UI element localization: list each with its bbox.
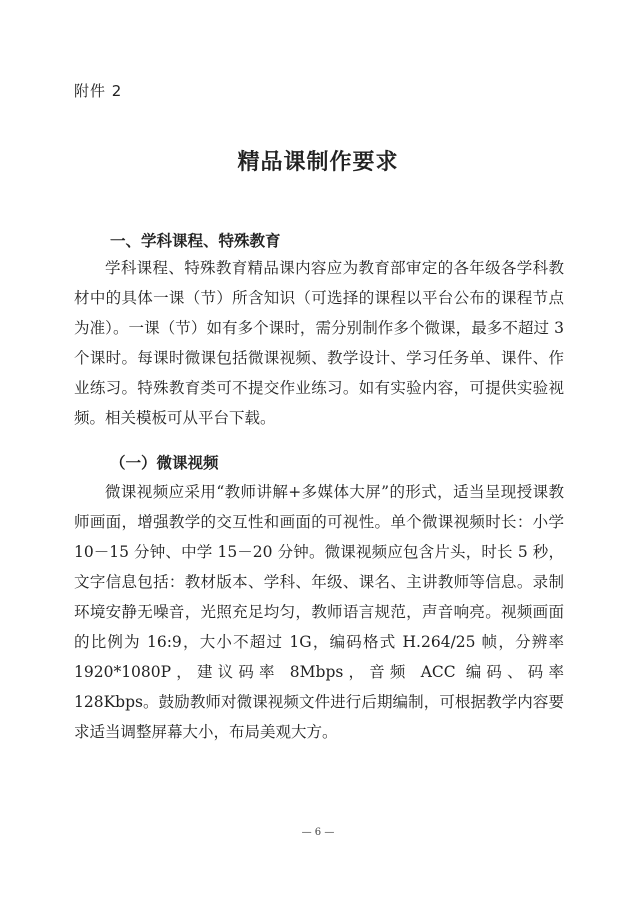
attachment-label: 附件 2: [74, 82, 123, 100]
subsection-paragraph: 微课视频应采用“教师讲解+多媒体大屏”的形式，适当呈现授课教师画面，增强教学的交互性和画面的可视性。单个微课视频时长：小学 10－15 分钟、中学 15－20 分钟。微课视频应包含片头，时长 5 秒，文字信息包括：教材版本、学科、年级、课名、主讲教师等信息。录制环境安静无噪音，光照充足均匀，教师语言规范，声音响亮。视频画面的比例为 16:9，大小不超过 1G，编码格式 H.264/25 帧，分辨率 1920*1080P，建议码率 8Mbps，音频 ACC 编码、码率 128Kbps。鼓励教师对微课视频文件进行后期编制，可根据教学内容要求适当调整屏幕大小，布局美观大方。: [74, 483, 564, 741]
section-heading: 一、学科课程、特殊教育: [110, 232, 281, 250]
document-title: 精品课制作要求: [237, 150, 399, 175]
section-paragraph: 学科课程、特殊教育精品课内容应为教育部审定的各年级各学科教材中的具体一课（节）所含知识（可选择的课程以平台公布的课程节点为准）。一课（节）如有多个课时，需分别制作多个微课，最多不超过 3 个课时。每课时微课包括微课视频、教学设计、学习任务单、课件、作业练习。特殊教育类可不提交作业练习。如有实验内容，可提供实验视频。相关模板可从平台下载。: [74, 259, 564, 427]
subsection-heading: （一）微课视频: [110, 454, 219, 472]
page-number: — 6 —: [301, 827, 335, 838]
